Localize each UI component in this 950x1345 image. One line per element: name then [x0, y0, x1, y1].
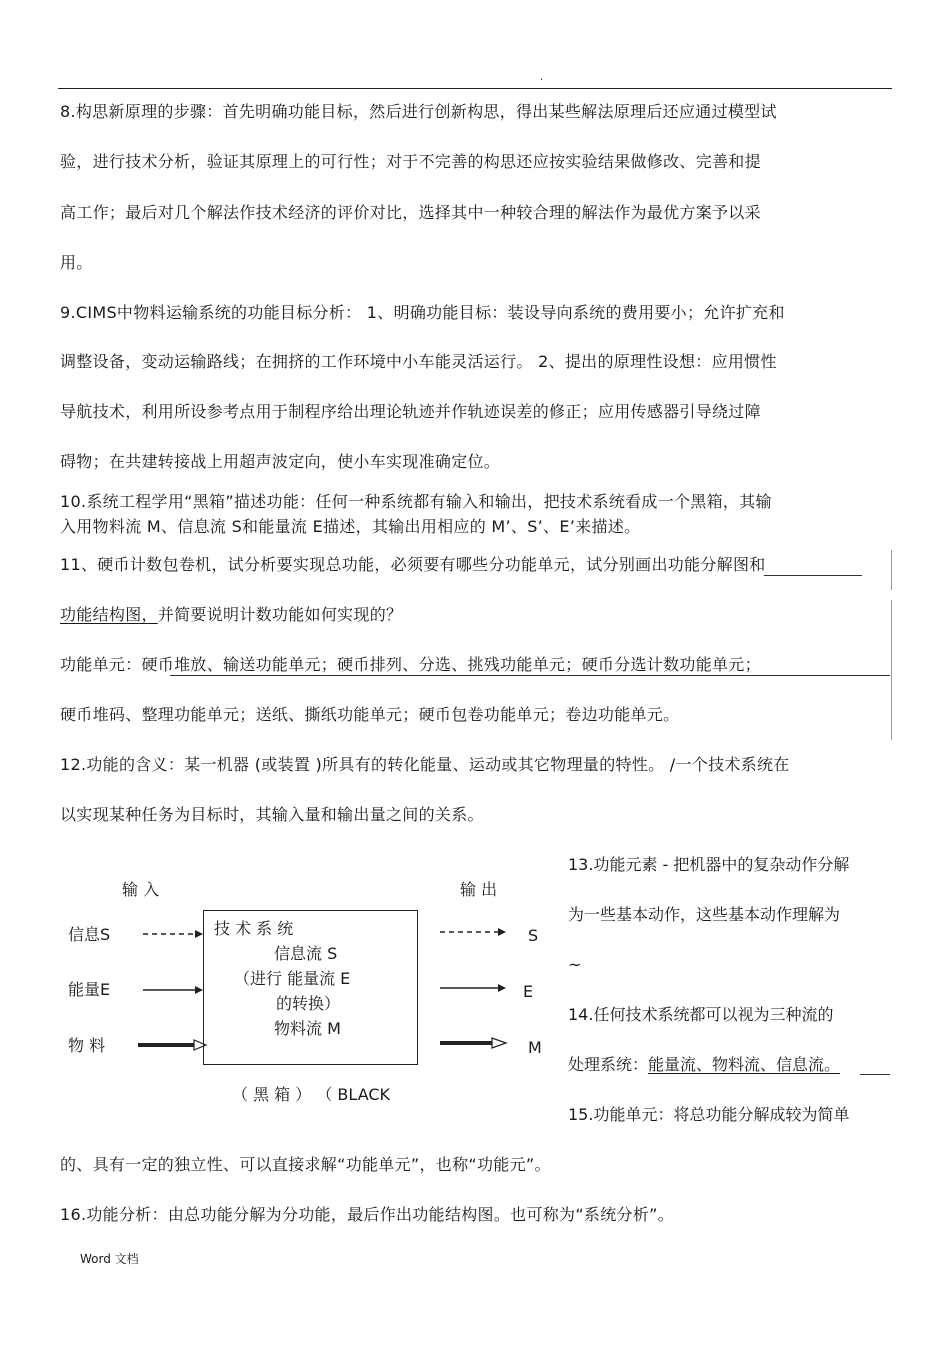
underline-rule [764, 575, 862, 576]
arrowhead-energy-out [498, 984, 506, 992]
box-line-4: 物料流 M [274, 1019, 341, 1038]
para-13-line-2: 为一些基本动作，这些基本动作理解为 [568, 905, 841, 924]
para-16-line-1: 16.功能分析：由总功能分解为分功能，最后作出功能结构图。也可称为“系统分析”。 [60, 1205, 675, 1224]
output-s: S [528, 926, 539, 945]
arrowhead-info-out [498, 928, 506, 936]
para-11-line-1: 11、硬币计数包卷机，试分析要实现总功能，必须要有哪些分功能单元，试分别画出功能分解图和 [60, 555, 766, 574]
para-9-line-2: 调整设备，变动运输路线；在拥挤的工作环境中小车能灵活运行。 2、提出的原理性设想：应用惯性 [60, 352, 777, 371]
para-11-line-3: 功能单元：硬币堆放、输送功能单元；硬币排列、分选、挑残功能单元；硬币分选计数功能单元； [60, 655, 761, 674]
margin-bar [891, 550, 892, 590]
para-10-line-1: 10.系统工程学用“黑箱”描述功能：任何一种系统都有输入和输出，把技术系统看成一个黑箱，其输 [60, 492, 772, 511]
para-15-line-1: 15.功能单元：将总功能分解成较为简单 [568, 1105, 850, 1124]
para-9-line-1: 9.CIMS中物料运输系统的功能目标分析： 1、明确功能目标：装设导向系统的费用要小；允许扩充和 [60, 303, 785, 322]
para-13-line-1: 13.功能元素 - 把机器中的复杂动作分解 [568, 855, 850, 874]
diagram-caption: （ 黑 箱 ） （ BLACK [232, 1085, 391, 1104]
arrowhead-material-out [492, 1038, 506, 1048]
black-box-diagram [60, 860, 555, 1120]
para-11-line-4: 硬币堆码、整理功能单元；送纸、撕纸功能单元；硬币包卷功能单元；卷边功能单元。 [60, 705, 680, 724]
box-line-1: 信息流 S [274, 944, 338, 963]
para-14-line-1: 14.任何技术系统都可以视为三种流的 [568, 1005, 834, 1024]
input-label: 输 入 [122, 880, 160, 899]
output-label: 输 出 [460, 880, 498, 899]
para-14-lead: 处理系统： [568, 1055, 649, 1074]
para-11-underlined: 功能结构图， [60, 605, 158, 624]
para-8-line-3: 高工作；最后对几个解法作技术经济的评价对比，选择其中一种较合理的解法作为最优方案予以采 [60, 203, 761, 222]
box-line-2: （进行 能量流 E [234, 969, 351, 988]
para-9-line-3: 导航技术，利用所设参考点用于制程序给出理论轨迹并作轨迹误差的修正；应用传感器引导绕过障 [60, 402, 761, 421]
underline-rule [170, 675, 890, 676]
para-8-line-1: 8.构思新原理的步骤：首先明确功能目标，然后进行创新构思，得出某些解法原理后还应通过模型试 [60, 102, 777, 121]
box-line-3: 的转换） [276, 994, 341, 1013]
underline-rule [860, 1074, 890, 1075]
para-10-line-2: 入用物料流 M、信息流 S和能量流 E描述，其输出用相应的 M’、S’、E’来描述。 [60, 517, 641, 536]
input-info: 信息S [68, 925, 111, 944]
arrowhead-energy-in [195, 986, 203, 994]
footer-label: Word 文档 [80, 1252, 139, 1266]
para-8-line-4: 用。 [60, 253, 93, 272]
header-rule [58, 88, 892, 89]
box-title: 技 术 系 统 [214, 919, 294, 938]
para-13-line-3: ~ [568, 955, 582, 974]
para-15-line-2: 的、具有一定的独立性、可以直接求解“功能单元”，也称“功能元”。 [60, 1155, 551, 1174]
para-8-line-2: 验，进行技术分析，验证其原理上的可行性；对于不完善的构思还应按实验结果做修改、完善和提 [60, 152, 761, 171]
output-m: M [528, 1038, 542, 1057]
para-12-line-1: 12.功能的含义：某一机器 (或装置 )所具有的转化能量、运动或其它物理量的特性。 /一个技术系统在 [60, 755, 790, 774]
black-box [203, 910, 418, 1065]
para-12-line-2: 以实现某种任务为目标时，其输入量和输出量之间的关系。 [60, 805, 484, 824]
para-14-line-2 [568, 1055, 840, 1075]
para-11-rest: 并简要说明计数功能如何实现的？ [157, 605, 403, 624]
arrowhead-info-in [195, 930, 203, 938]
input-material: 物 料 [68, 1036, 106, 1055]
para-14-underlined: 能量流、物料流、信息流。 [648, 1055, 841, 1074]
para-9-line-4: 碍物；在共建转接战上用超声波定向，使小车实现准确定位。 [60, 452, 501, 471]
header-dot: . [540, 72, 544, 83]
output-e: E [523, 982, 534, 1001]
para-11-line-2 [60, 605, 402, 625]
margin-bar [891, 600, 892, 740]
input-energy: 能量E [68, 980, 111, 999]
